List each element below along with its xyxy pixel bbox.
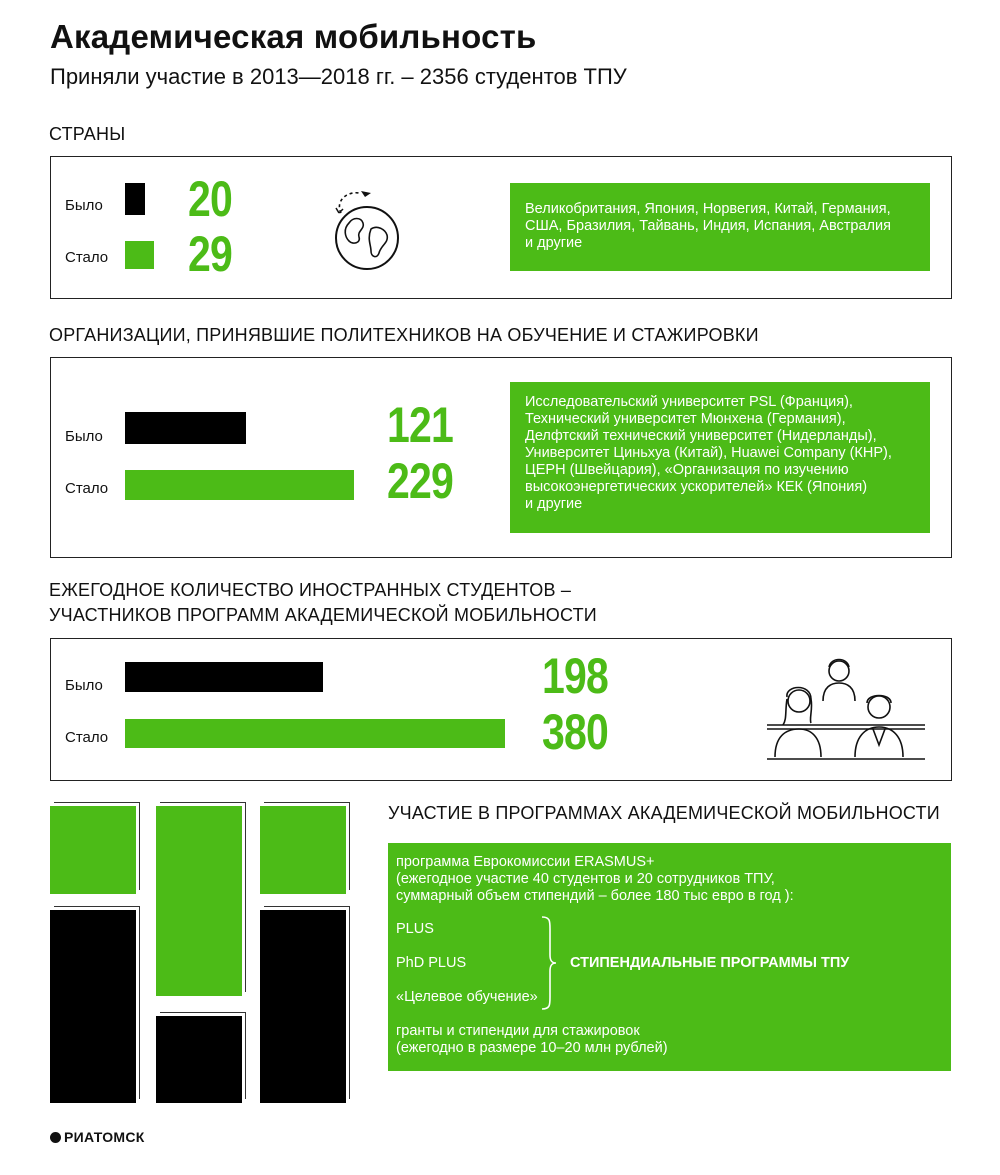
organizations-description-line: ЦЕРН (Швейцария), «Организация по изучению (525, 462, 849, 478)
grants-line: (ежегодно в размере 10–20 млн рублей) (396, 1040, 668, 1056)
organizations-description-line: и другие (525, 496, 583, 512)
countries-before-bar (125, 183, 145, 215)
program-targeted-training: «Целевое обучение» (396, 989, 538, 1005)
organizations-description (510, 382, 930, 533)
program-plus: PLUS (396, 921, 434, 937)
countries-description-line: и другие (525, 235, 583, 251)
decorative-tile-green (260, 806, 346, 894)
decorative-tile-black (260, 910, 346, 1103)
organizations-before-value: 121 (387, 397, 453, 453)
foreign-students-heading-line2: УЧАСТНИКОВ ПРОГРАММ АКАДЕМИЧЕСКОЙ МОБИЛЬНОСТИ (49, 605, 597, 625)
organizations-description-line: Делфтский технический университет (Нидерланды), (525, 428, 877, 444)
organizations-description-line: Исследовательский университет PSL (Франция), (525, 394, 853, 410)
globe-icon (327, 183, 407, 273)
organizations-description-line: Университет Циньхуа (Китай), Huawei Company (КНР), (525, 445, 892, 461)
countries-description-line: США, Бразилия, Тайвань, Индия, Испания, Австралия (525, 218, 891, 234)
countries-before-value: 20 (188, 171, 232, 227)
foreign-students-before-label: Было (65, 677, 103, 694)
decorative-tile-green (156, 806, 242, 996)
organizations-before-bar (125, 412, 246, 444)
countries-after-value: 29 (188, 226, 232, 282)
organizations-description-line: высокоэнергетических ускорителей» КЕК (Япония) (525, 479, 868, 495)
foreign-students-before-bar (125, 662, 323, 692)
countries-description (510, 183, 930, 271)
foreign-students-after-value: 380 (542, 704, 608, 760)
page-subtitle: Приняли участие в 2013—2018 гг. – 2356 студентов ТПУ (50, 64, 627, 89)
ria-tomsk-logo (50, 1129, 145, 1145)
organizations-before-label: Было (65, 428, 103, 445)
erasmus-line: программа Еврокомиссии ERASMUS+ (396, 854, 655, 870)
countries-box (50, 156, 952, 299)
foreign-students-after-bar (125, 719, 505, 748)
countries-after-label: Стало (65, 249, 109, 266)
grants-line: гранты и стипендии для стажировок (396, 1023, 640, 1039)
organizations-after-bar (125, 470, 354, 500)
countries-description-line: Великобритания, Япония, Норвегия, Китай, Германия, (525, 201, 891, 217)
programs-panel (388, 843, 951, 1071)
programs-heading: УЧАСТИЕ В ПРОГРАММАХ АКАДЕМИЧЕСКОЙ МОБИЛЬНОСТИ (388, 803, 940, 823)
page-title: Академическая мобильность (50, 18, 537, 55)
organizations-after-value: 229 (387, 453, 453, 509)
organizations-box (50, 357, 952, 558)
program-phd-plus: PhD PLUS (396, 955, 467, 971)
logo-mark-icon (50, 1132, 61, 1143)
foreign-students-box (50, 638, 952, 781)
students-illustration-icon (767, 653, 925, 763)
erasmus-line: суммарный объем стипендий – более 180 тыс евро в год ): (396, 888, 794, 904)
organizations-heading: ОРГАНИЗАЦИИ, ПРИНЯВШИЕ ПОЛИТЕХНИКОВ НА ОБУЧЕНИЕ И СТАЖИРОВКИ (49, 325, 759, 345)
curly-brace-icon (540, 915, 558, 1011)
decorative-tile-black (50, 910, 136, 1103)
organizations-after-label: Стало (65, 480, 109, 497)
erasmus-line: (ежегодное участие 40 студентов и 20 сотрудников ТПУ, (396, 871, 775, 887)
logo-text: РИАТОМСК (64, 1129, 145, 1145)
decorative-tile-black (156, 1016, 242, 1103)
foreign-students-before-value: 198 (542, 648, 608, 704)
countries-before-label: Было (65, 197, 103, 214)
countries-heading: СТРАНЫ (49, 124, 126, 144)
foreign-students-heading-line1: ЕЖЕГОДНОЕ КОЛИЧЕСТВО ИНОСТРАННЫХ СТУДЕНТОВ – (49, 580, 572, 600)
organizations-description-line: Технический университет Мюнхена (Германия), (525, 411, 846, 427)
countries-after-bar (125, 241, 154, 269)
foreign-students-after-label: Стало (65, 729, 109, 746)
decorative-tile-green (50, 806, 136, 894)
scholarship-programs-label: СТИПЕНДИАЛЬНЫЕ ПРОГРАММЫ ТПУ (570, 955, 850, 971)
